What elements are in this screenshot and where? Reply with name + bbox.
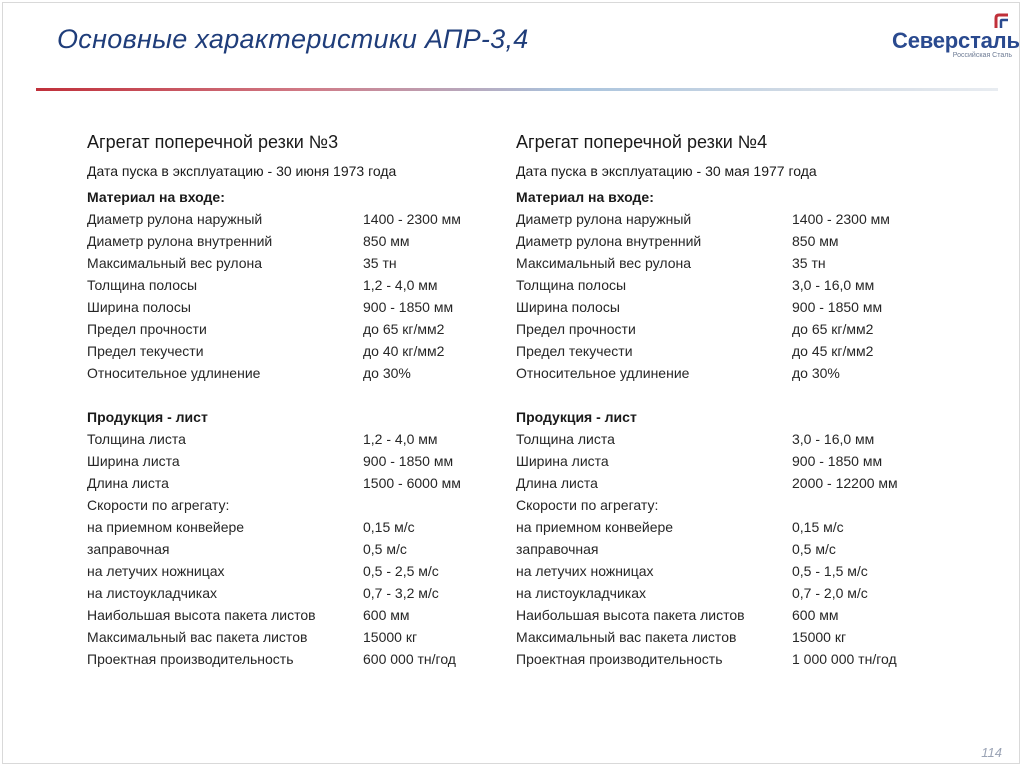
spec-label: Толщина полосы [87, 277, 198, 293]
spec-value: 0,7 - 2,0 м/с [792, 585, 868, 601]
unit-4-column [516, 128, 956, 670]
spec-row [516, 296, 956, 318]
spec-label: Длина листа [516, 475, 598, 491]
spec-row [516, 604, 956, 626]
spec-value: 900 - 1850 мм [792, 299, 883, 315]
page-number: 114 [981, 745, 1002, 760]
spec-label: на приемном конвейере [516, 519, 674, 535]
spec-value: до 40 кг/мм2 [363, 343, 445, 359]
spec-label: Диаметр рулона наружный [516, 211, 692, 227]
spec-row [516, 450, 956, 472]
spec-label: Относительное удлинение [87, 365, 261, 381]
unit-4-product-list [516, 428, 956, 670]
spec-row [87, 626, 527, 648]
unit-4-material-list [516, 208, 956, 384]
spec-label: Длина листа [87, 475, 169, 491]
unit-3-product-title: Продукция - лист [87, 409, 208, 425]
spec-value: 900 - 1850 мм [363, 299, 454, 315]
spec-value: до 65 кг/мм2 [792, 321, 874, 337]
slide-title: Основные характеристики АПР-3,4 [57, 24, 529, 54]
spec-label: Диаметр рулона внутренний [516, 233, 702, 249]
spec-row [87, 296, 527, 318]
spec-value: 600 000 тн/год [363, 651, 456, 667]
spec-row [516, 582, 956, 604]
spec-label: Ширина полосы [87, 299, 191, 315]
spec-value: до 65 кг/мм2 [363, 321, 445, 337]
spec-value: 0,5 - 1,5 м/с [792, 563, 868, 579]
spec-row [87, 494, 527, 516]
spec-value: 900 - 1850 мм [792, 453, 883, 469]
spec-label: Предел текучести [87, 343, 204, 359]
spec-row [87, 560, 527, 582]
unit-3-product-list [87, 428, 527, 670]
spec-label: Диаметр рулона внутренний [87, 233, 273, 249]
spec-row [87, 450, 527, 472]
spec-value: 1500 - 6000 мм [363, 475, 461, 491]
spec-label: Ширина листа [516, 453, 609, 469]
spec-row [516, 230, 956, 252]
spec-row [516, 538, 956, 560]
spec-value: 35 тн [792, 255, 826, 271]
spec-value: 1,2 - 4,0 мм [363, 277, 438, 293]
spec-label: Проектная производительность [87, 651, 294, 667]
unit-3-material-title: Материал на входе: [87, 189, 225, 205]
spec-value: 2000 - 12200 мм [792, 475, 898, 491]
spec-value: 850 мм [363, 233, 410, 249]
logo-subtitle: Российская Сталь [952, 52, 1012, 59]
spec-label: Ширина полосы [516, 299, 620, 315]
spec-label: на приемном конвейере [87, 519, 245, 535]
spec-value: 3,0 - 16,0 мм [792, 277, 875, 293]
spec-value: 0,5 м/с [363, 541, 407, 557]
spec-row [87, 252, 527, 274]
spec-value: 15000 кг [363, 629, 418, 645]
spec-value: до 30% [363, 365, 411, 381]
spec-label: Толщина листа [516, 431, 615, 447]
spec-label: Скорости по агрегату: [516, 497, 659, 513]
spec-row [87, 318, 527, 340]
spec-label: Толщина полосы [516, 277, 627, 293]
spec-value: 1 000 000 тн/год [792, 651, 897, 667]
spec-row [516, 472, 956, 494]
spec-value: 0,15 м/с [363, 519, 415, 535]
spec-label: на летучих ножницах [87, 563, 225, 579]
spec-value: 0,7 - 3,2 м/с [363, 585, 439, 601]
spec-row [516, 208, 956, 230]
spec-label: Максимальный вас пакета листов [516, 629, 737, 645]
spec-label: Предел текучести [516, 343, 633, 359]
spec-row [87, 208, 527, 230]
spec-label: Относительное удлинение [516, 365, 690, 381]
spec-value: 1,2 - 4,0 мм [363, 431, 438, 447]
spec-label: на листоукладчиках [516, 585, 647, 601]
spec-row [516, 362, 956, 384]
spec-label: на летучих ножницах [516, 563, 654, 579]
spec-value: 0,15 м/с [792, 519, 844, 535]
spec-row [87, 340, 527, 362]
spec-value: 0,5 м/с [792, 541, 836, 557]
spec-value: 3,0 - 16,0 мм [792, 431, 875, 447]
spec-label: заправочная [516, 541, 599, 557]
spec-row [87, 428, 527, 450]
spec-row [516, 340, 956, 362]
header-divider [36, 88, 998, 91]
spec-value: до 30% [792, 365, 840, 381]
spec-row [516, 274, 956, 296]
spec-label: Предел прочности [516, 321, 636, 337]
spec-label: заправочная [87, 541, 170, 557]
spec-row [516, 252, 956, 274]
spec-value: 600 мм [363, 607, 410, 623]
spec-row [516, 428, 956, 450]
spec-row [516, 516, 956, 538]
spec-label: Проектная производительность [516, 651, 723, 667]
unit-3-heading: Агрегат поперечной резки №3 [87, 132, 339, 152]
spec-label: на листоукладчиках [87, 585, 218, 601]
spec-label: Наибольшая высота пакета листов [516, 607, 745, 623]
spec-row [516, 626, 956, 648]
unit-4-date: Дата пуска в эксплуатацию - 30 мая 1977 года [516, 163, 817, 179]
spec-value: 35 тн [363, 255, 397, 271]
logo-wordmark: Северсталь [892, 28, 1020, 53]
company-logo [888, 10, 1020, 70]
spec-row [87, 516, 527, 538]
spec-value: 15000 кг [792, 629, 847, 645]
unit-3-date: Дата пуска в эксплуатацию - 30 июня 1973 года [87, 163, 397, 179]
spec-label: Максимальный вес рулона [87, 255, 262, 271]
spec-row [87, 538, 527, 560]
unit-3-column [87, 128, 527, 670]
spec-value: 600 мм [792, 607, 839, 623]
spec-row [87, 230, 527, 252]
unit-3-material-list [87, 208, 527, 384]
spec-row [87, 648, 527, 670]
spec-row [516, 494, 956, 516]
spec-row [516, 318, 956, 340]
spec-value: 850 мм [792, 233, 839, 249]
spec-label: Скорости по агрегату: [87, 497, 230, 513]
spec-label: Максимальный вес рулона [516, 255, 691, 271]
spec-value: 0,5 - 2,5 м/с [363, 563, 439, 579]
spec-value: 1400 - 2300 мм [792, 211, 890, 227]
spec-row [87, 604, 527, 626]
spec-label: Максимальный вас пакета листов [87, 629, 308, 645]
spec-row [87, 362, 527, 384]
unit-4-product-title: Продукция - лист [516, 409, 637, 425]
unit-4-material-title: Материал на входе: [516, 189, 654, 205]
spec-value: до 45 кг/мм2 [792, 343, 874, 359]
spec-value: 900 - 1850 мм [363, 453, 454, 469]
spec-row [87, 582, 527, 604]
spec-label: Диаметр рулона наружный [87, 211, 263, 227]
spec-label: Толщина листа [87, 431, 186, 447]
spec-label: Ширина листа [87, 453, 180, 469]
spec-label: Предел прочности [87, 321, 207, 337]
spec-label: Наибольшая высота пакета листов [87, 607, 316, 623]
spec-row [516, 648, 956, 670]
spec-row [87, 472, 527, 494]
spec-row [87, 274, 527, 296]
unit-4-heading: Агрегат поперечной резки №4 [516, 132, 768, 152]
spec-row [516, 560, 956, 582]
spec-value: 1400 - 2300 мм [363, 211, 461, 227]
